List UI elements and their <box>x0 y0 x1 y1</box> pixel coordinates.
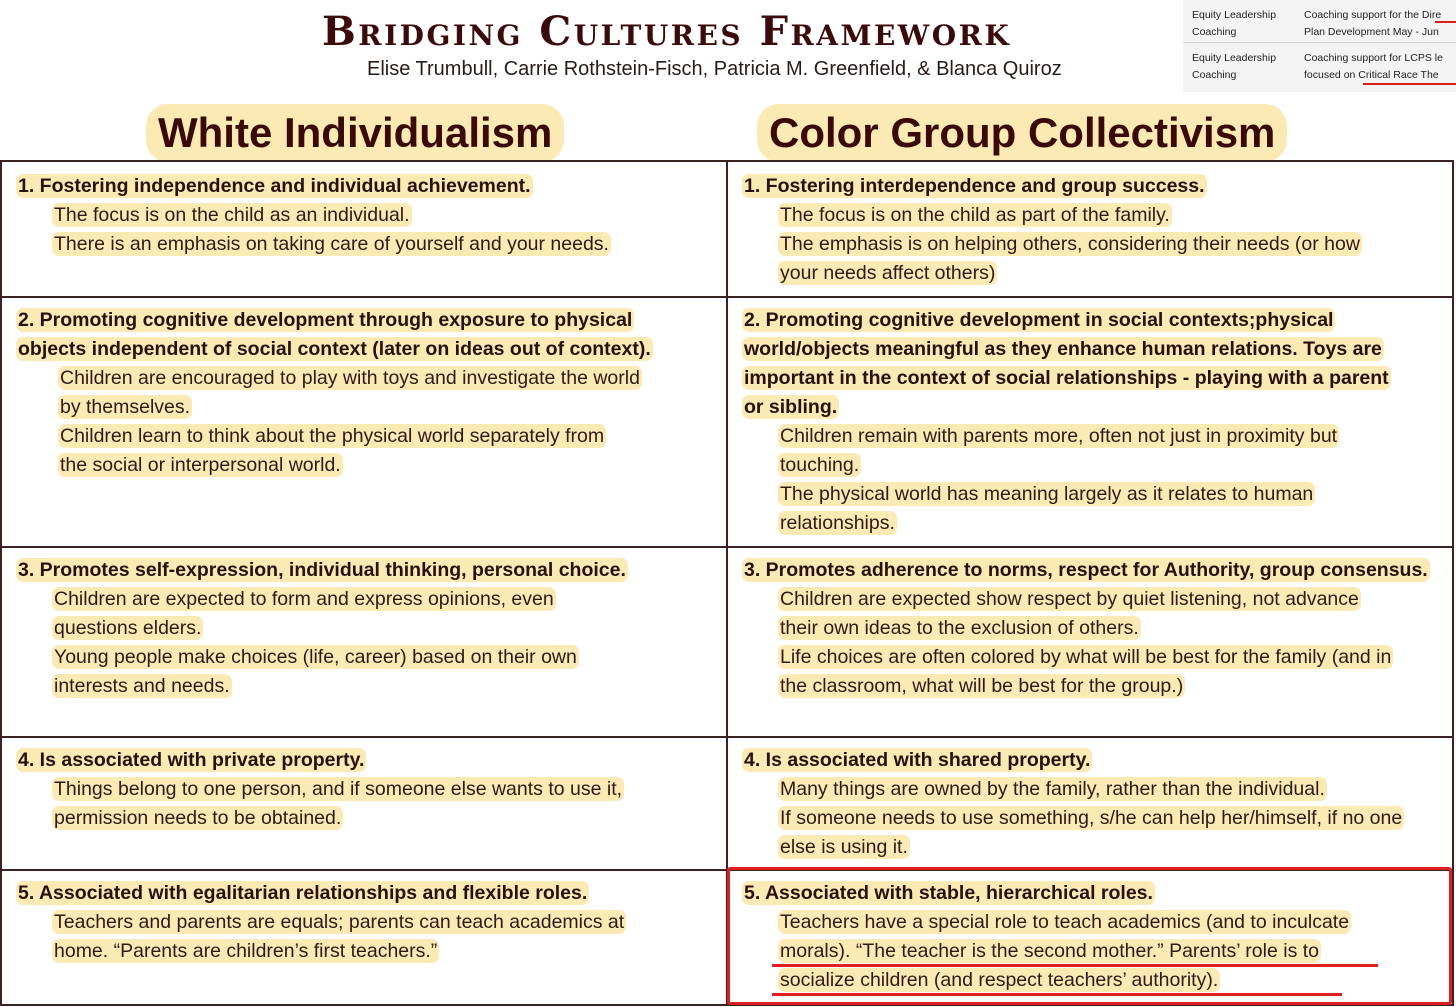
red-underline-mark <box>772 993 1342 996</box>
row-point: The physical world has meaning largely as it relates to human relationships. <box>780 483 1314 534</box>
red-underline-mark <box>1435 21 1456 23</box>
cell-right-2 <box>742 306 1447 544</box>
row-divider <box>2 296 1452 298</box>
row-divider <box>2 736 1452 738</box>
row-point: The emphasis is on helping others, considering their needs (or how your needs affect others) <box>780 233 1360 284</box>
cell-right-1 <box>742 172 1447 296</box>
row-point: There is an emphasis on taking care of yourself and your needs. <box>54 233 609 255</box>
column-heading-right: Color Group Collectivism <box>757 104 1287 162</box>
row-heading: 2. Promoting cognitive development in social contexts;physical world/objects meaningful as they enhance human relations. Toys are important in the context of social relationships - playing with a parent or sibling. <box>744 309 1389 418</box>
red-underline-mark <box>772 964 1378 967</box>
row-heading: 4. Is associated with shared property. <box>744 749 1091 771</box>
row-point: The focus is on the child as part of the family. <box>780 204 1170 226</box>
row-point: Children are expected show respect by quiet listening, not advance their own ideas to the exclusion of others. <box>780 588 1359 639</box>
row-heading: 5. Associated with egalitarian relationships and flexible roles. <box>18 882 588 904</box>
inset-line: Coaching support for LCPS le <box>1304 52 1443 64</box>
authors-line: Elise Trumbull, Carrie Rothstein-Fisch, Patricia M. Greenfield, & Blanca Quiroz <box>367 58 1062 80</box>
framework-title: Bridging Cultures Framework <box>322 8 1012 55</box>
cell-right-3 <box>742 556 1447 734</box>
row-point: Children learn to think about the physical world separately from the social or interpersonal world. <box>60 425 605 476</box>
red-underline-mark <box>1363 83 1456 85</box>
inset-row-label: Equity Leadership Coaching <box>1192 52 1277 81</box>
cell-left-4 <box>16 746 716 867</box>
row-point: If someone needs to use something, s/he can help her/himself, if no one else is using it. <box>780 807 1403 858</box>
inset-row <box>1183 42 1456 87</box>
red-annotation-box <box>727 867 1452 1005</box>
row-point: Teachers and parents are equals; parents can teach academics at home. “Parents are children’s first teachers.” <box>54 911 625 962</box>
row-heading: 3. Promotes self-expression, individual thinking, personal choice. <box>18 559 626 581</box>
row-heading: 4. Is associated with private property. <box>18 749 365 771</box>
row-point: Life choices are often colored by what will be best for the family (and in the classroom, what will be best for the group.) <box>780 646 1392 697</box>
row-point: Young people make choices (life, career) based on their own interests and needs. <box>54 646 577 697</box>
cell-right-4 <box>742 746 1447 867</box>
row-point: Things belong to one person, and if someone else wants to use it, permission needs to be obtained. <box>54 778 623 829</box>
row-heading: 2. Promoting cognitive development through exposure to physical objects independent of social context (later on ideas out of context). <box>18 309 651 360</box>
column-heading-left: White Individualism <box>146 104 564 162</box>
row-heading: 1. Fostering independence and individual achievement. <box>18 175 531 197</box>
cell-left-1 <box>16 172 716 296</box>
cell-left-3 <box>16 556 716 734</box>
row-point: Children are expected to form and express opinions, even questions elders. <box>54 588 554 639</box>
row-point: Many things are owned by the family, rather than the individual. <box>780 778 1325 800</box>
row-point: Children remain with parents more, often not just in proximity but touching. <box>780 425 1338 476</box>
inset-row <box>1183 0 1456 44</box>
row-heading: 3. Promotes adherence to norms, respect for Authority, group consensus. <box>744 559 1428 581</box>
inset-row-description <box>1304 7 1456 41</box>
inset-line: Plan Development May - Jun <box>1304 26 1439 38</box>
cell-left-2 <box>16 306 716 544</box>
row-divider <box>2 546 1452 548</box>
cell-left-5 <box>16 879 716 1004</box>
inset-screenshot-table <box>1183 0 1456 92</box>
row-heading: 5. Associated with stable, hierarchical roles. <box>744 882 1153 904</box>
row-point: Children are encouraged to play with toys and investigate the world by themselves. <box>60 367 640 418</box>
inset-row-label: Equity Leadership Coaching <box>1192 9 1277 38</box>
inset-row-description <box>1304 50 1456 84</box>
row-point: The focus is on the child as an individual. <box>54 204 410 226</box>
inset-line: focused on Critical Race The <box>1304 69 1439 81</box>
row-point: Teachers have a special role to teach academics (and to inculcate morals). “The teacher is the second mother.” Parents’ role is to socialize children (and respect teachers’ authority). <box>780 911 1350 991</box>
row-heading: 1. Fostering interdependence and group success. <box>744 175 1205 197</box>
inset-line: Coaching support for the Dire <box>1304 9 1442 21</box>
